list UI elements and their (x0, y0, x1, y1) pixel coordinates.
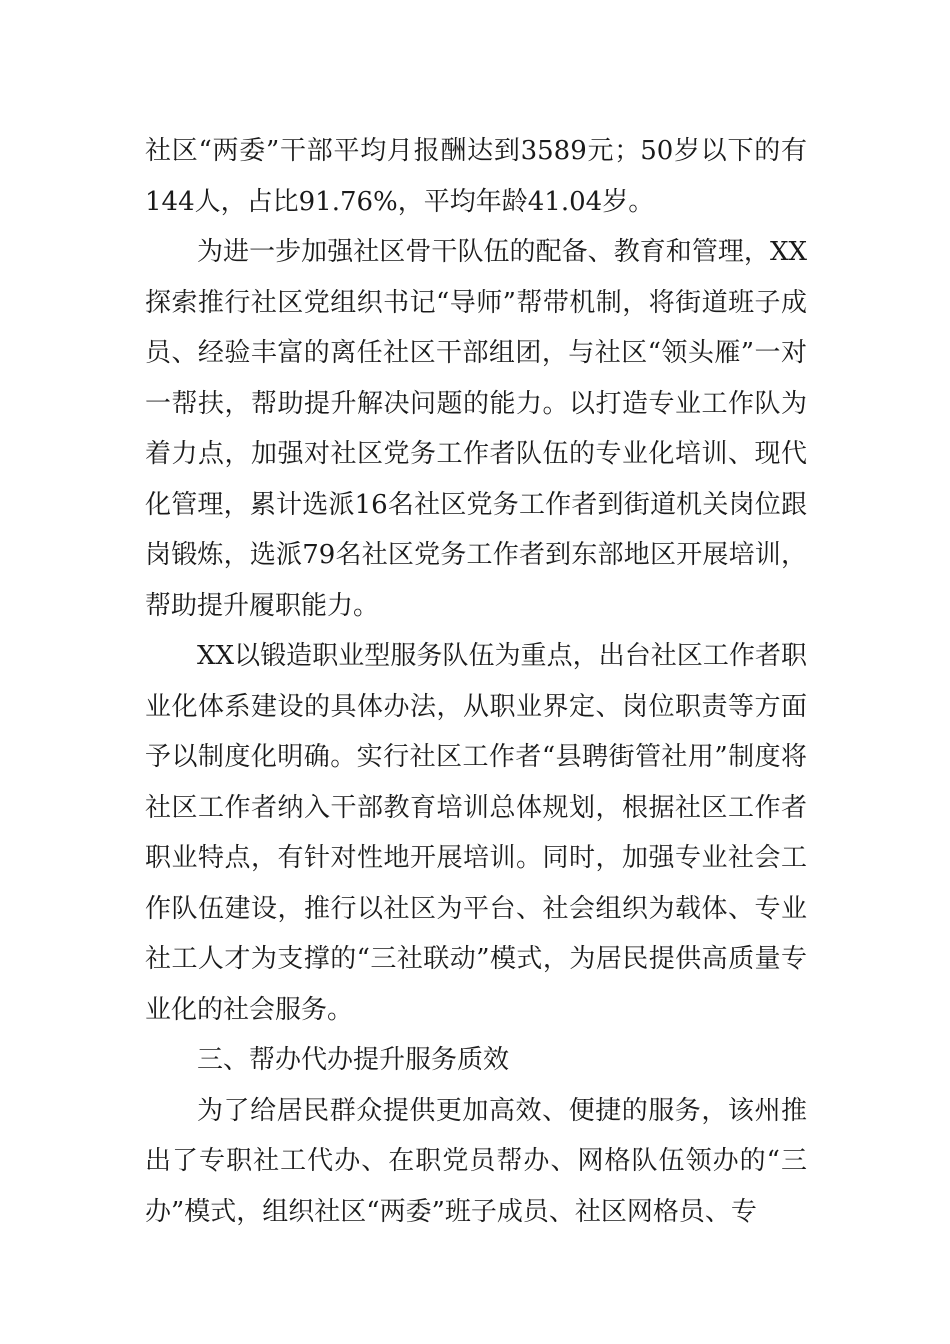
document-body (145, 126, 807, 1237)
paragraph-mentor-mechanism: 为进一步加强社区骨干队伍的配备、教育和管理，XX探索推行社区党组织书记“导师”帮带机制，将街道班子成员、经验丰富的离任社区干部组团，与社区“领头雁”一对一帮扶，帮助提升解决问题的能力。以打造专业工作队为着力点，加强对社区党务工作者队伍的专业化培训、现代化管理，累计选派16名社区党务工作者到街道机关岗位跟岗锻炼，选派79名社区党务工作者到东部地区开展培训，帮助提升履职能力。 (145, 237, 807, 621)
paragraph-professional-team: XX以锻造职业型服务队伍为重点，出台社区工作者职业化体系建设的具体办法，从职业界定、岗位职责等方面予以制度化明确。实行社区工作者“县聘街管社用”制度将社区工作者纳入干部教育培训总体规划，根据社区工作者职业特点，有针对性地开展培训。同时，加强专业社会工作队伍建设，推行以社区为平台、社会组织为载体、专业社工人才为支撑的“三社联动”模式，为居民提供高质量专业化的社会服务。 (145, 641, 807, 1025)
section-heading-3: 三、帮办代办提升服务质效 (197, 1045, 510, 1075)
paragraph-staff-statistics: 社区“两委”干部平均月报酬达到3589元；50岁以下的有144人，占比91.76%，平均年龄41.04岁。 (145, 136, 807, 217)
paragraph-three-services: 为了给居民群众提供更加高效、便捷的服务，该州推出了专职社工代办、在职党员帮办、网格队伍领办的“三办”模式，组织社区“两委”班子成员、社区网格员、专 (145, 1095, 807, 1227)
